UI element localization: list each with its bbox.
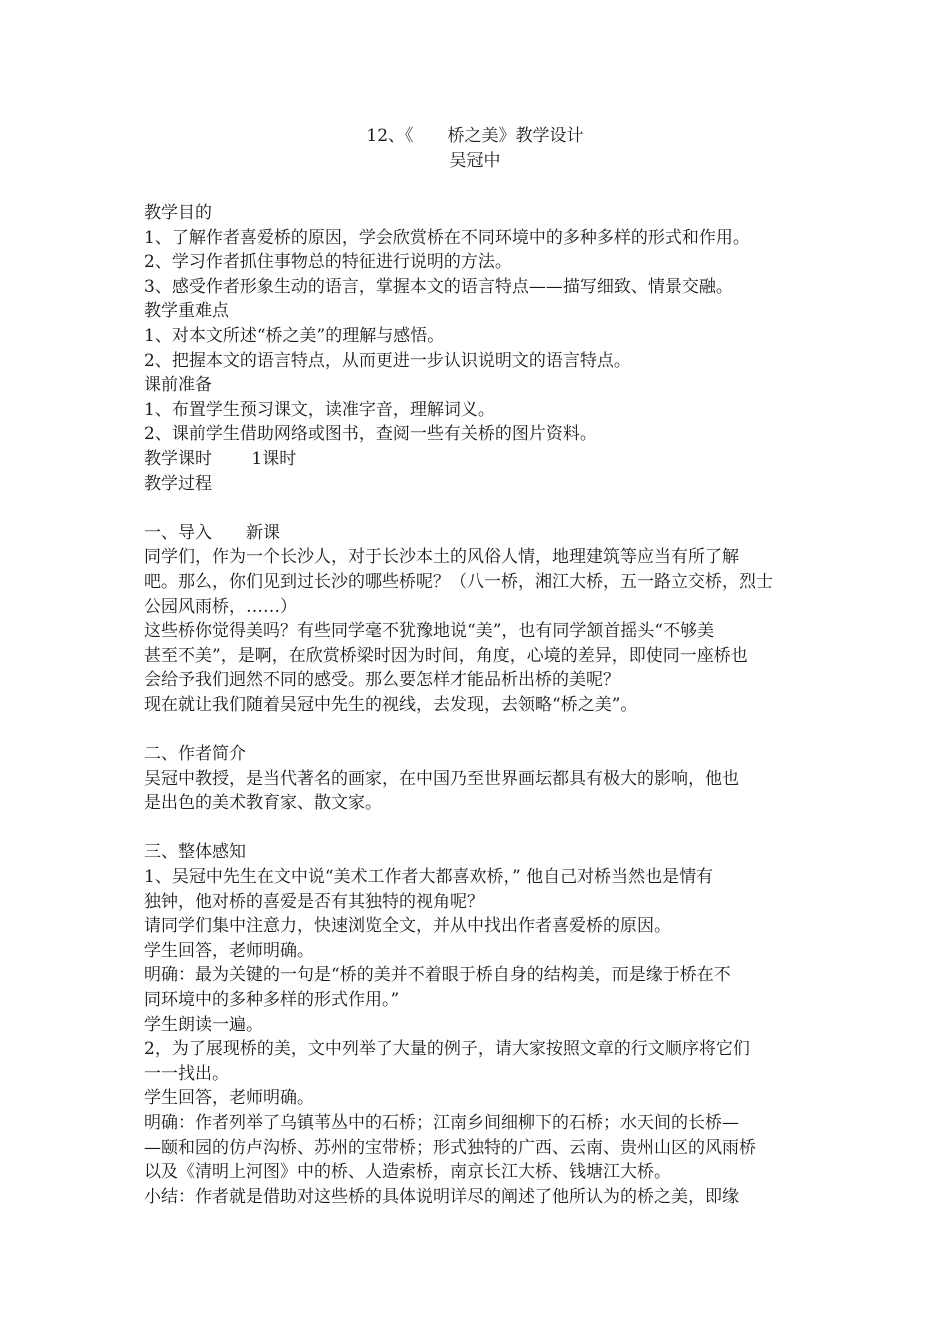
section3-line: 2，为了展现桥的美，文中列举了大量的例子，请大家按照文章的行文顺序将它们 (144, 1039, 750, 1060)
section2-heading: 二、作者简介 (144, 744, 246, 765)
section3-line: 小结：作者就是借助对这些桥的具体说明详尽的阐述了他所认为的桥之美，即缘 (144, 1186, 739, 1207)
objective-item: 3、感受作者形象生动的语言，掌握本文的语言特点——描写细致、情景交融。 (144, 276, 733, 297)
objective-item: 2、学习作者抓住事物总的特征进行说明的方法。 (144, 252, 512, 273)
section3-line: 学生回答，老师明确。 (144, 1088, 314, 1109)
key-point-item: 1、对本文所述“桥之美”的理解与感悟。 (144, 325, 445, 346)
preparation-item: 2、课前学生借助网络或图书，查阅一些有关桥的图片资料。 (144, 424, 597, 445)
section3-line: 1、吴冠中先生在文中说“美术工作者大都喜欢桥，” 他自己对桥当然也是情有 (144, 867, 714, 888)
objective-item: 1、了解作者喜爱桥的原因，学会欣赏桥在不同环境中的多种多样的形式和作用。 (144, 227, 750, 248)
document-author: 吴冠中 (449, 151, 501, 171)
section3-line: 一一找出。 (144, 1063, 229, 1084)
section3-line: 同环境中的多种多样的形式作用。” (144, 990, 400, 1010)
section1-line: 这些桥你觉得美吗？有些同学毫不犹豫地说“美”，也有同学颔首摇头“不够美 (144, 621, 715, 642)
preparation-heading: 课前准备 (144, 375, 212, 396)
process-heading: 教学过程 (144, 473, 212, 494)
section3-line: 学生回答，老师明确。 (144, 940, 314, 961)
section3-line: 学生朗读一遍。 (144, 1014, 263, 1035)
section1-line: 公园风雨桥，……） (144, 596, 297, 617)
teaching-hours: 教学课时 1课时 (144, 448, 297, 469)
section1-line: 现在就让我们随着吴冠中先生的视线，去发现，去领略“桥之美”。 (144, 694, 638, 715)
blank-line (144, 717, 812, 742)
objectives-heading: 教学目的 (144, 203, 212, 223)
section3-line: 以及《清明上河图》中的桥、人造索桥，南京长江大桥、钱塘江大桥。 (144, 1162, 671, 1183)
section3-heading: 三、整体感知 (144, 842, 246, 863)
blank-line (144, 496, 812, 521)
document-title: 12、《 桥之美》教学设计 (366, 126, 584, 146)
section3-line: 请同学们集中注意力，快速浏览全文，并从中找出作者喜爱桥的原因。 (144, 916, 671, 937)
section2-line: 吴冠中教授，是当代著名的画家，在中国乃至世界画坛都具有极大的影响，他也 (144, 768, 739, 789)
document-body (144, 201, 812, 1209)
section3-line: 独钟，他对桥的喜爱是否有其独特的视角呢？ (144, 891, 484, 912)
title-block (0, 124, 950, 174)
section1-heading: 一、导入 新课 (144, 522, 280, 543)
key-point-item: 2、把握本文的语言特点，从而更进一步认识说明文的语言特点。 (144, 350, 631, 371)
section3-line: 明确：作者列举了乌镇苇丛中的石桥；江南乡间细柳下的石桥；水天间的长桥— (144, 1112, 739, 1133)
section3-line: —颐和园的仿卢沟桥、苏州的宝带桥；形式独特的广西、云南、贵州山区的风雨桥 (144, 1137, 756, 1158)
section1-line: 甚至不美”，是啊，在欣赏桥梁时因为时间，角度，心境的差异，即使同一座桥也 (144, 645, 748, 666)
section1-line: 同学们，作为一个长沙人，对于长沙本土的风俗人情，地理建筑等应当有所了解 (144, 547, 739, 568)
section3-line: 明确：最为关键的一句是“桥的美并不着眼于桥自身的结构美，而是缘于桥在不 (144, 965, 731, 986)
key-points-heading: 教学重难点 (144, 301, 229, 322)
section1-line: 吧。那么，你们见到过长沙的哪些桥呢？（八一桥，湘江大桥，五一路立交桥，烈士 (144, 571, 773, 592)
blank-line (144, 816, 812, 841)
section1-line: 会给予我们迥然不同的感受。那么要怎样才能品析出桥的美呢？ (144, 670, 620, 691)
preparation-item: 1、布置学生预习课文，读准字音，理解词义。 (144, 399, 495, 420)
section2-line: 是出色的美术教育家、散文家。 (144, 793, 382, 814)
